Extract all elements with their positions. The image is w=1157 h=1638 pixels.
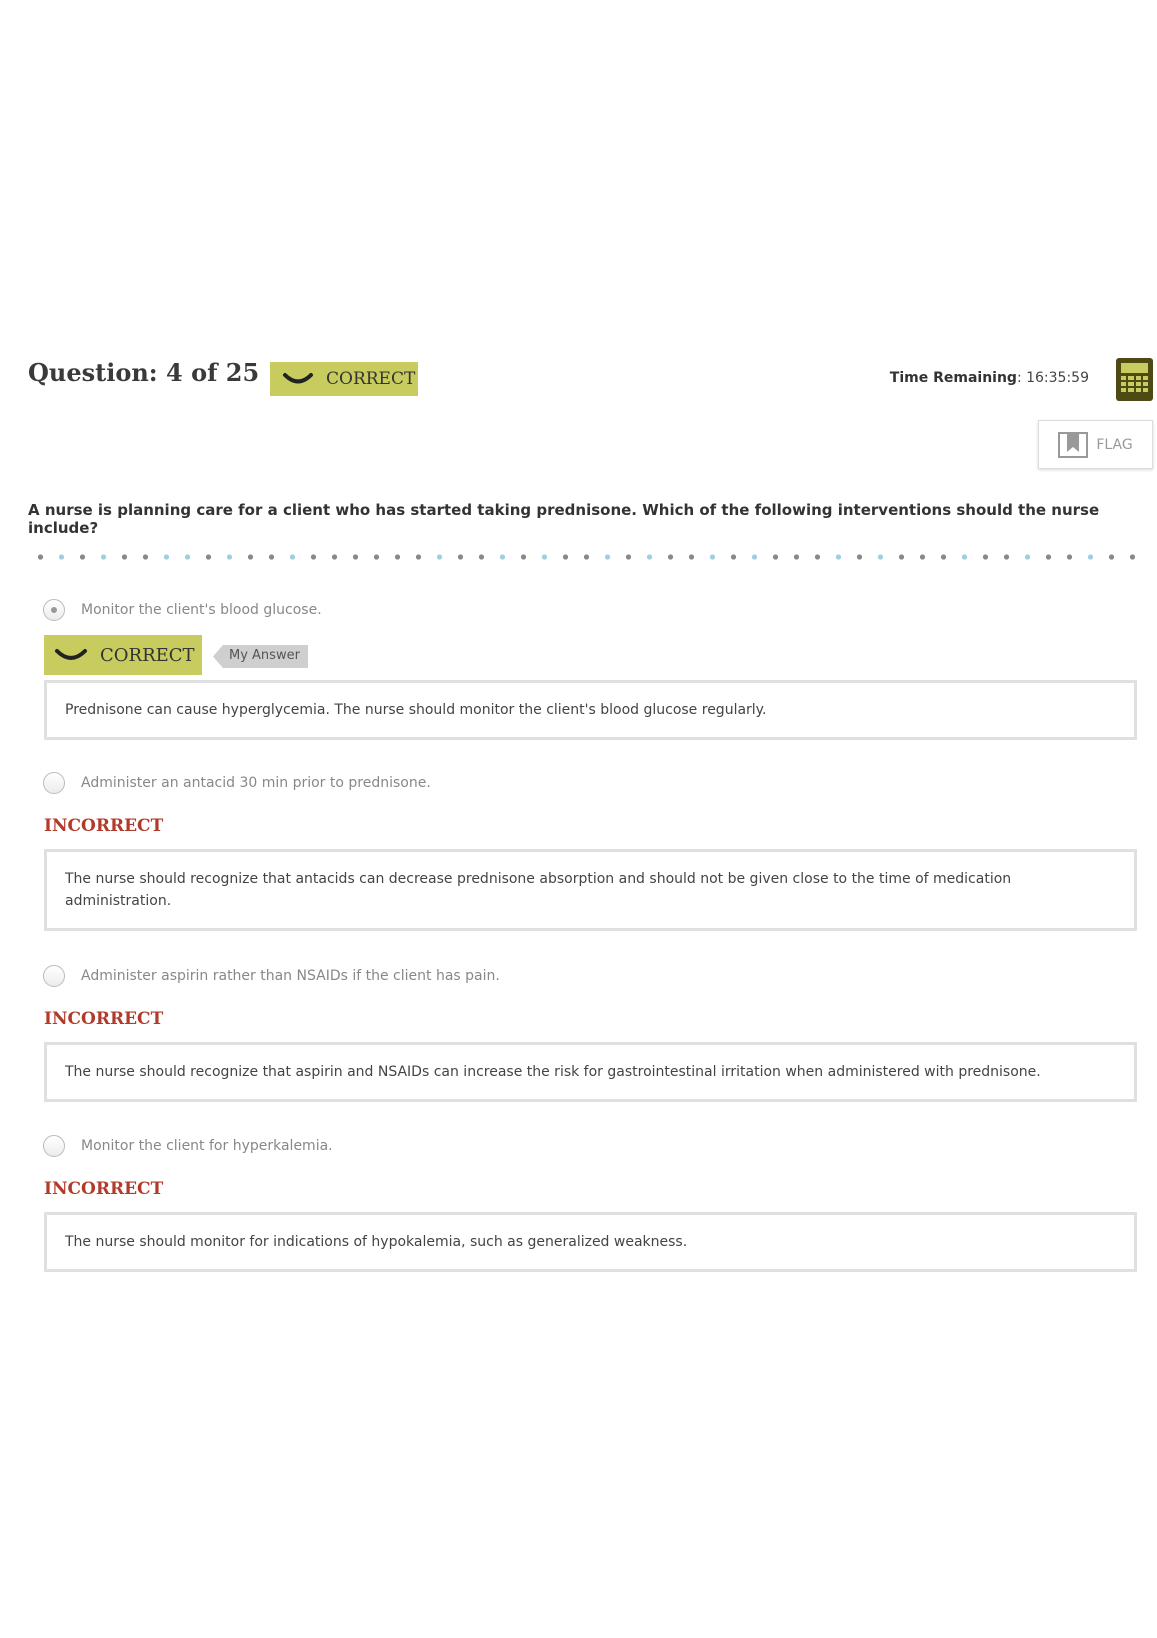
progress-dot — [878, 554, 883, 559]
answer-option-2[interactable] — [43, 772, 431, 794]
progress-dot — [164, 554, 169, 559]
time-remaining — [890, 370, 1089, 386]
progress-dot — [752, 554, 757, 559]
progress-dot — [416, 554, 421, 559]
progress-dot — [1025, 554, 1030, 559]
option-radio[interactable] — [43, 1135, 65, 1157]
progress-dot — [1130, 554, 1135, 559]
progress-dot — [647, 554, 652, 559]
feedback-box-1 — [44, 680, 1137, 740]
progress-dot — [101, 554, 106, 559]
question-counter: Question: 4 of 25 — [28, 358, 260, 387]
progress-dot — [1004, 554, 1009, 559]
progress-dot — [1109, 554, 1114, 559]
option-radio[interactable] — [43, 772, 65, 794]
result-badge-label: CORRECT — [326, 369, 416, 389]
answer-option-3[interactable] — [43, 965, 500, 987]
progress-dot — [836, 554, 841, 559]
progress-dot — [941, 554, 946, 559]
progress-dot — [626, 554, 631, 559]
progress-dot — [458, 554, 463, 559]
progress-dot — [668, 554, 673, 559]
incorrect-label: INCORRECT — [44, 1179, 164, 1199]
progress-dot — [794, 554, 799, 559]
flag-label: FLAG — [1096, 436, 1133, 453]
feedback-text: Prednisone can cause hyperglycemia. The nurse should monitor the client's blood glucose regularly. — [65, 702, 767, 718]
progress-dot — [815, 554, 820, 559]
my-answer-label: My Answer — [229, 648, 300, 663]
progress-dot — [353, 554, 358, 559]
progress-dot — [563, 554, 568, 559]
progress-dot — [38, 554, 43, 559]
progress-dot — [332, 554, 337, 559]
feedback-box-3 — [44, 1042, 1137, 1102]
progress-dot — [1046, 554, 1051, 559]
progress-dot — [206, 554, 211, 559]
progress-dot — [710, 554, 715, 559]
correct-badge-label: CORRECT — [100, 644, 195, 666]
progress-dot — [521, 554, 526, 559]
calculator-icon[interactable] — [1116, 358, 1153, 401]
option-radio[interactable] — [43, 965, 65, 987]
feedback-box-4 — [44, 1212, 1137, 1272]
progress-dot — [437, 554, 442, 559]
progress-dot — [773, 554, 778, 559]
progress-dot — [983, 554, 988, 559]
progress-dot — [920, 554, 925, 559]
answer-option-4[interactable] — [43, 1135, 333, 1157]
progress-dot — [500, 554, 505, 559]
feedback-text: The nurse should recognize that antacids can decrease prednisone absorption and should not be given close to the time of medication administration. — [65, 871, 1012, 909]
question-progress-dots — [30, 550, 1143, 564]
option-radio[interactable] — [43, 599, 65, 621]
feedback-text: The nurse should monitor for indications of hypokalemia, such as generalized weakness. — [65, 1234, 688, 1250]
correct-badge — [44, 635, 202, 675]
option-text: Administer aspirin rather than NSAIDs if the client has pain. — [81, 968, 500, 984]
progress-dot — [374, 554, 379, 559]
feedback-text: The nurse should recognize that aspirin and NSAIDs can increase the risk for gastrointestinal irritation when administered with prednisone. — [65, 1064, 1041, 1080]
time-remaining-value: : 16:35:59 — [1016, 370, 1089, 386]
progress-dot — [269, 554, 274, 559]
incorrect-label: INCORRECT — [44, 1009, 164, 1029]
progress-dot — [857, 554, 862, 559]
progress-dot — [185, 554, 190, 559]
my-answer-tag — [213, 645, 308, 668]
progress-dot — [962, 554, 967, 559]
progress-dot — [122, 554, 127, 559]
progress-dot — [311, 554, 316, 559]
progress-dot — [290, 554, 295, 559]
progress-dot — [899, 554, 904, 559]
progress-dot — [1067, 554, 1072, 559]
progress-dot — [542, 554, 547, 559]
option-text: Monitor the client for hyperkalemia. — [81, 1138, 333, 1154]
progress-dot — [479, 554, 484, 559]
option-text: Administer an antacid 30 min prior to prednisone. — [81, 775, 431, 791]
bookmark-flag-icon — [1058, 432, 1088, 458]
question-text: A nurse is planning care for a client who has started taking prednisone. Which of the following interventions should the nurse include? — [28, 501, 1100, 537]
progress-dot — [605, 554, 610, 559]
progress-dot — [143, 554, 148, 559]
progress-dot — [395, 554, 400, 559]
progress-dot — [584, 554, 589, 559]
progress-dot — [227, 554, 232, 559]
incorrect-label: INCORRECT — [44, 816, 164, 836]
smile-icon — [282, 370, 314, 388]
result-badge — [270, 362, 418, 396]
answer-option-1[interactable] — [43, 599, 322, 621]
progress-dot — [731, 554, 736, 559]
progress-dot — [689, 554, 694, 559]
time-remaining-label: Time Remaining — [889, 370, 1017, 386]
progress-dot — [80, 554, 85, 559]
progress-dot — [248, 554, 253, 559]
flag-button[interactable] — [1038, 420, 1153, 469]
progress-dot — [1088, 554, 1093, 559]
progress-dot — [59, 554, 64, 559]
feedback-box-2 — [44, 849, 1137, 931]
option-text: Monitor the client's blood glucose. — [81, 602, 322, 618]
smile-icon — [54, 645, 88, 665]
